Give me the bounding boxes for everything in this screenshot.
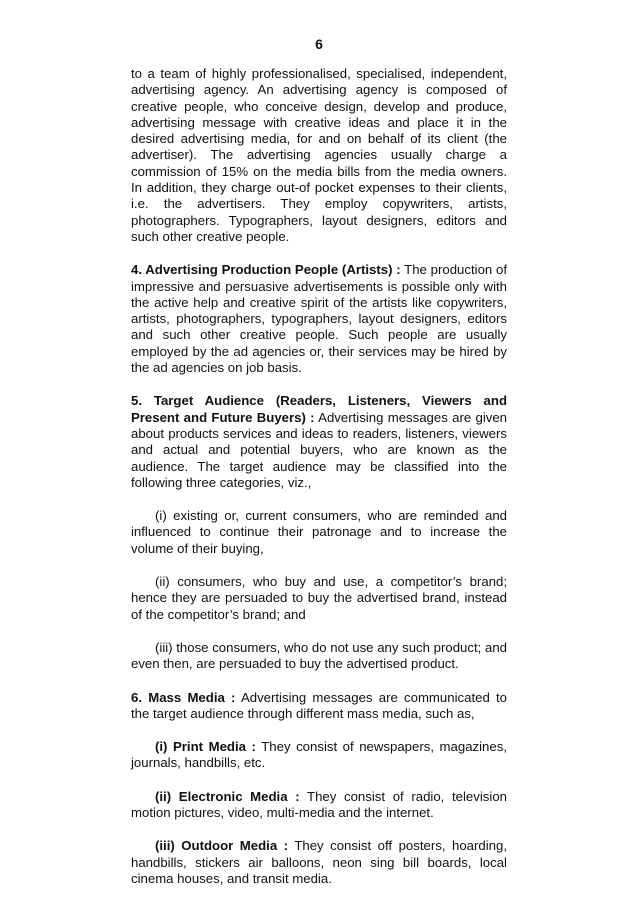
paragraph-text: Advertising messages are given about products services and ideas to readers, listeners, viewers and actual and potential buyers, who are known as the audience. The target audience may be classified into the following three categories, viz., — [131, 409, 508, 490]
paragraph-text: (i) existing or, current consumers, who are reminded and influenced to continue their patronage and to increase the volume of their buying, — [131, 508, 507, 556]
paragraph-text: They consist of newspapers, magazines, journals, handbills, etc. — [131, 739, 507, 771]
subsection-heading: (iii) Outdoor Media : — [155, 838, 289, 854]
paragraph-production-people — [131, 262, 507, 376]
paragraph-mass-media — [131, 690, 507, 723]
paragraph-existing-consumers — [131, 508, 507, 557]
paragraph-text: They consist of radio, television motion pictures, video, multi-media and the internet. — [131, 788, 507, 820]
page-body — [131, 66, 507, 904]
paragraph-electronic-media — [131, 789, 507, 822]
section-heading: 4. Advertising Production People (Artists) : — [131, 262, 401, 278]
page-number: 6 — [315, 36, 323, 52]
paragraph-text: (iii) those consumers, who do not use any such product; and even then, are persuaded to buy the advertised product. — [131, 639, 507, 672]
subsection-heading: (i) Print Media : — [155, 739, 256, 755]
section-heading: 5. Target Audience (Readers, Listeners, Viewers and Present and Future Buyers) : — [131, 393, 507, 425]
section-heading: 6. Mass Media : — [131, 689, 236, 705]
paragraph-print-media — [131, 739, 507, 772]
paragraph-non-users — [131, 640, 507, 673]
paragraph-text: Advertising messages are communicated to the target audience through different mass media, such as, — [131, 689, 507, 721]
subsection-heading: (ii) Electronic Media : — [155, 788, 300, 804]
paragraph-competitor-consumers — [131, 574, 507, 623]
paragraph-outdoor-media — [131, 838, 507, 887]
paragraph-target-audience — [131, 393, 507, 491]
paragraph-text: The production of impressive and persuasive advertisements is possible only with the active help and creative spirit of the artists like copywriters, artists, photographers, typographers, layout designers, editors and such other creative people. Such people are usually employed by the ad agencies or, their services may be hired by the ad agencies on job basis. — [131, 262, 507, 376]
paragraph-text: They consist off posters, hoarding, handbills, stickers air balloons, neon sing bill boards, local cinema houses, and transit media. — [131, 838, 507, 886]
paragraph-agency-continued — [131, 66, 507, 245]
paragraph-text: to a team of highly professionalised, specialised, independent, advertising agency. An advertising agency is composed of creative people, who conceive design, develop and produce, advertising message with creative ideas and place it in the desired advertising media, for and on behalf of its client (the advertiser). The advertising agencies usually charge a commission of 15% on the media bills from the media owners. In addition, they charge out-of pocket expenses to their clients, i.e. the advertisers. They employ copywriters, artists, photographers. Typographers, layout designers, editors and such other creative people. — [131, 66, 507, 244]
paragraph-text: (ii) consumers, who buy and use, a competitor’s brand; hence they are persuaded to buy the advertised brand, instead of the competitor’s brand; and — [131, 574, 507, 622]
